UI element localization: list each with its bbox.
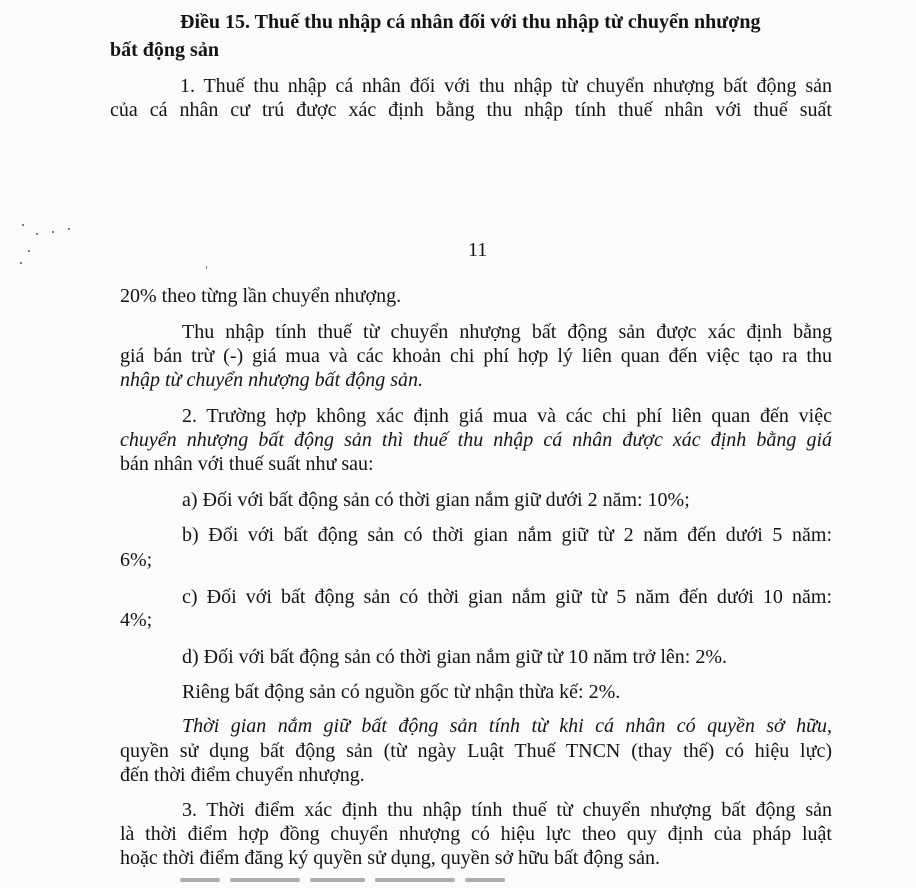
scan-speck [28,250,30,252]
item-b-line-2: 6%; [120,549,153,571]
scan-speck [22,224,24,226]
item-c-line-2: 4%; [120,609,153,631]
para3-line-1: 3. Thời điểm xác định thu nhập tính thuế từ chuyển nhượng bất động sản [182,799,832,821]
article-heading-line-2: bất động sản [110,39,219,61]
cutoff-fragment [465,878,505,882]
item-d: d) Đối với bất động sản có thời gian nắm giữ từ 10 năm trở lên: 2%. [182,646,727,668]
continuation-line: 20% theo từng lần chuyển nhượng. [120,285,402,307]
article-heading-line-1: Điều 15. Thuế thu nhập cá nhân đối với thu nhập từ chuyển nhượng [180,11,761,33]
cutoff-fragment [180,878,220,882]
item-c-line-1: c) Đối với bất động sản có thời gian nắm giữ từ 5 năm đến dưới 10 năm: [182,586,832,608]
scan-speck [68,228,70,230]
para2-line-1: 2. Trường hợp không xác định giá mua và các chi phí liên quan đến việc [182,405,832,427]
para2-line-3: bán nhân với thuế suất như sau: [120,453,374,475]
holding-para-line-3: đến thời điểm chuyển nhượng. [120,764,365,786]
scan-speck [20,262,22,264]
income-para-line-1: Thu nhập tính thuế từ chuyển nhượng bất động sản được xác định bằng [182,321,832,343]
cutoff-fragment [375,878,455,882]
holding-para-line-2: quyền sử dụng bất động sản (từ ngày Luật Thuế TNCN (thay thế) có hiệu lực) [120,740,832,762]
scan-speck [52,231,54,233]
para1-line-1: 1. Thuế thu nhập cá nhân đối với thu nhập từ chuyển nhượng bất động sản [180,75,832,97]
item-a: a) Đối với bất động sản có thời gian nắm giữ dưới 2 năm: 10%; [182,489,690,511]
income-para-line-2: giá bán trừ (-) giá mua và các khoản chi phí hợp lý liên quan đến việc tạo ra thu [120,345,832,367]
scan-speck [206,266,207,269]
cutoff-fragment [310,878,365,882]
para3-line-2: là thời điểm hợp đồng chuyển nhượng có hiệu lực theo quy định của pháp luật [120,823,832,845]
page-number: 11 [468,239,488,261]
holding-para-line-1: Thời gian nắm giữ bất động sản tính từ khi cá nhân có quyền sở hữu, [182,715,832,737]
para2-line-2: chuyển nhượng bất động sản thì thuế thu nhập cá nhân được xác định bằng giá [120,429,832,451]
inheritance-line: Riêng bất động sản có nguồn gốc từ nhận thừa kế: 2%. [182,681,621,703]
cutoff-next-line [150,878,710,888]
scan-speck [36,233,38,235]
income-para-line-3: nhập từ chuyển nhượng bất động sản. [120,369,424,391]
para1-line-2: của cá nhân cư trú được xác định bằng thu nhập tính thuế nhân với thuế suất [110,99,832,121]
para3-line-3: hoặc thời điểm đăng ký quyền sử dụng, quyền sở hữu bất động sản. [120,847,660,869]
item-b-line-1: b) Đối với bất động sản có thời gian nắm giữ từ 2 năm đến dưới 5 năm: [182,524,832,546]
cutoff-fragment [230,878,300,882]
